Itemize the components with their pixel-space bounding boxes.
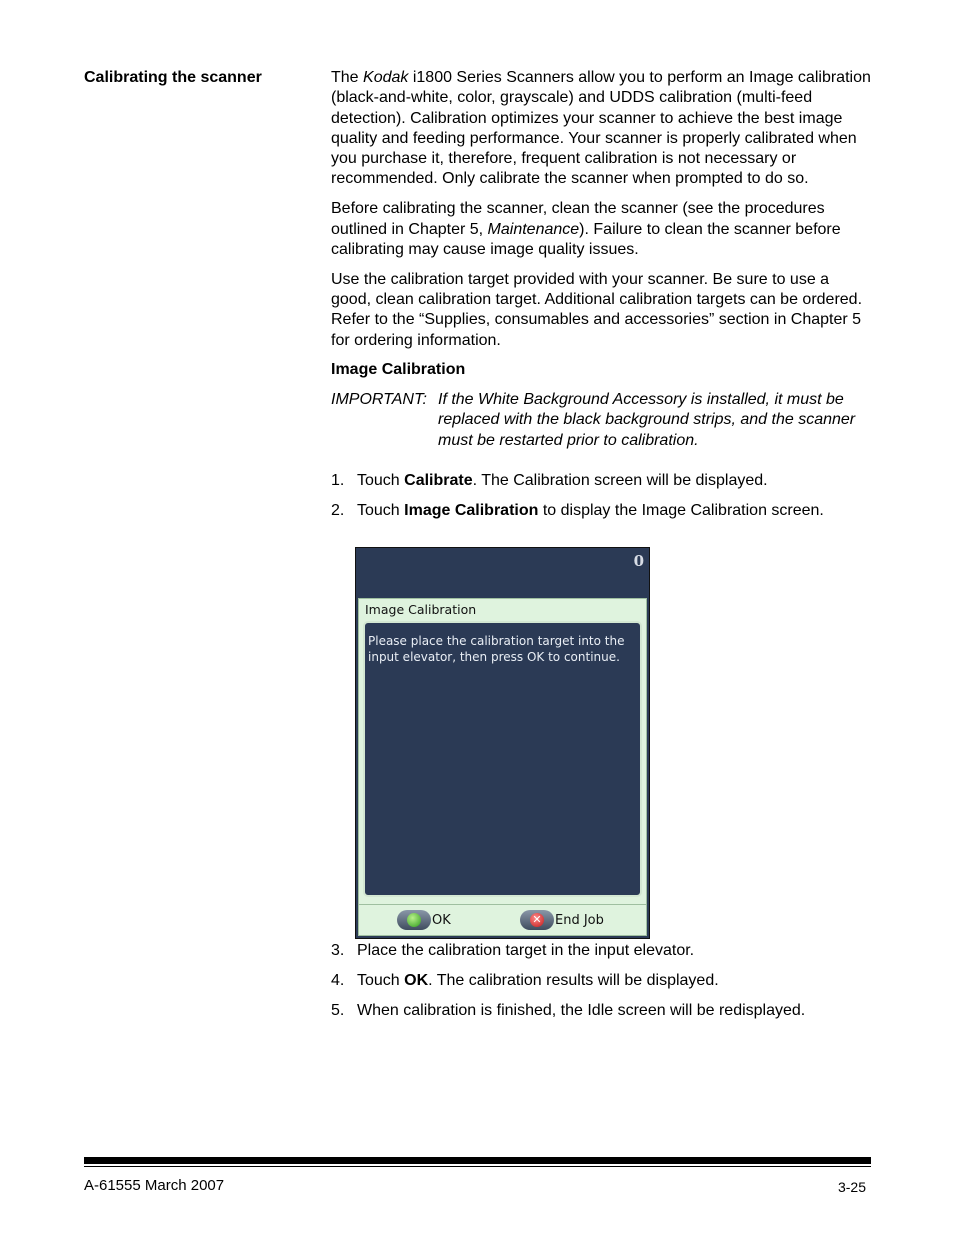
chapter-title: Maintenance	[487, 220, 580, 238]
page-number: 3-25	[837, 1179, 866, 1195]
important-note	[331, 390, 871, 451]
end-job-label: End Job	[555, 912, 604, 928]
end-job-button[interactable]	[520, 910, 604, 930]
ok-button[interactable]	[397, 910, 451, 930]
section-heading: Calibrating the scanner	[84, 69, 262, 86]
footer-rule-thin	[84, 1166, 871, 1167]
ok-label: OK	[432, 912, 451, 928]
calibration-panel	[358, 598, 647, 936]
step-2: 2. Touch Image Calibration to display the Image Calibration screen.	[331, 501, 824, 519]
step-5: 5. When calibration is finished, the Idle screen will be redisplayed.	[331, 1001, 806, 1019]
important-text: If the White Background Accessory is installed, it must be replaced with the black background strips, and the scanner must be restarted prior to calibration.	[438, 391, 856, 449]
message-box: Please place the calibration target into the input elevator, then press OK to continue.	[363, 621, 642, 897]
brand-name: Kodak	[363, 69, 409, 86]
step-1: 1. Touch Calibrate. The Calibration screen will be displayed.	[331, 472, 768, 490]
green-dot-icon	[397, 910, 431, 930]
step-4: 4. Touch OK. The calibration results will be displayed.	[331, 971, 719, 989]
intro-paragraph-2: Before calibrating the scanner, clean the scanner (see the procedures outlined in Chapter 5, Maintenance). Failure to clean the scanner before calibrating may cause image quality issues.	[331, 200, 841, 258]
page-counter: 0	[633, 552, 644, 570]
intro-paragraph-1: The Kodak i1800 Series Scanners allow you to perform an Image calibration (black-and-white, color, grayscale) and UDDS calibration (multi-feed detection). Calibration optimizes your scanner to achieve the best image quality and feeding performance. Your scanner is properly calibrated when you purchase it, therefore, frequent calibration is not necessary or recommended. Only calibrate the scanner when prompted to do so.	[331, 69, 871, 188]
x-icon: ✕	[520, 910, 554, 930]
intro-paragraph-3: Use the calibration target provided with your scanner. Be sure to use a good, clean calibration target. Additional calibration targets can be ordered. Refer to the “Supplies, consumables and accessories” section in Chapter 5 for ordering information.	[331, 270, 863, 349]
subheading-image-calibration: Image Calibration	[331, 361, 466, 379]
footer-rule	[84, 1157, 871, 1164]
image-calibration-screen	[355, 547, 650, 939]
footer-doc-id: A-61555 March 2007	[84, 1177, 225, 1194]
important-label: IMPORTANT:	[331, 391, 427, 409]
screen-title: Image Calibration	[365, 602, 477, 617]
button-bar	[359, 904, 646, 936]
step-3: 3. Place the calibration target in the input elevator.	[331, 942, 695, 960]
